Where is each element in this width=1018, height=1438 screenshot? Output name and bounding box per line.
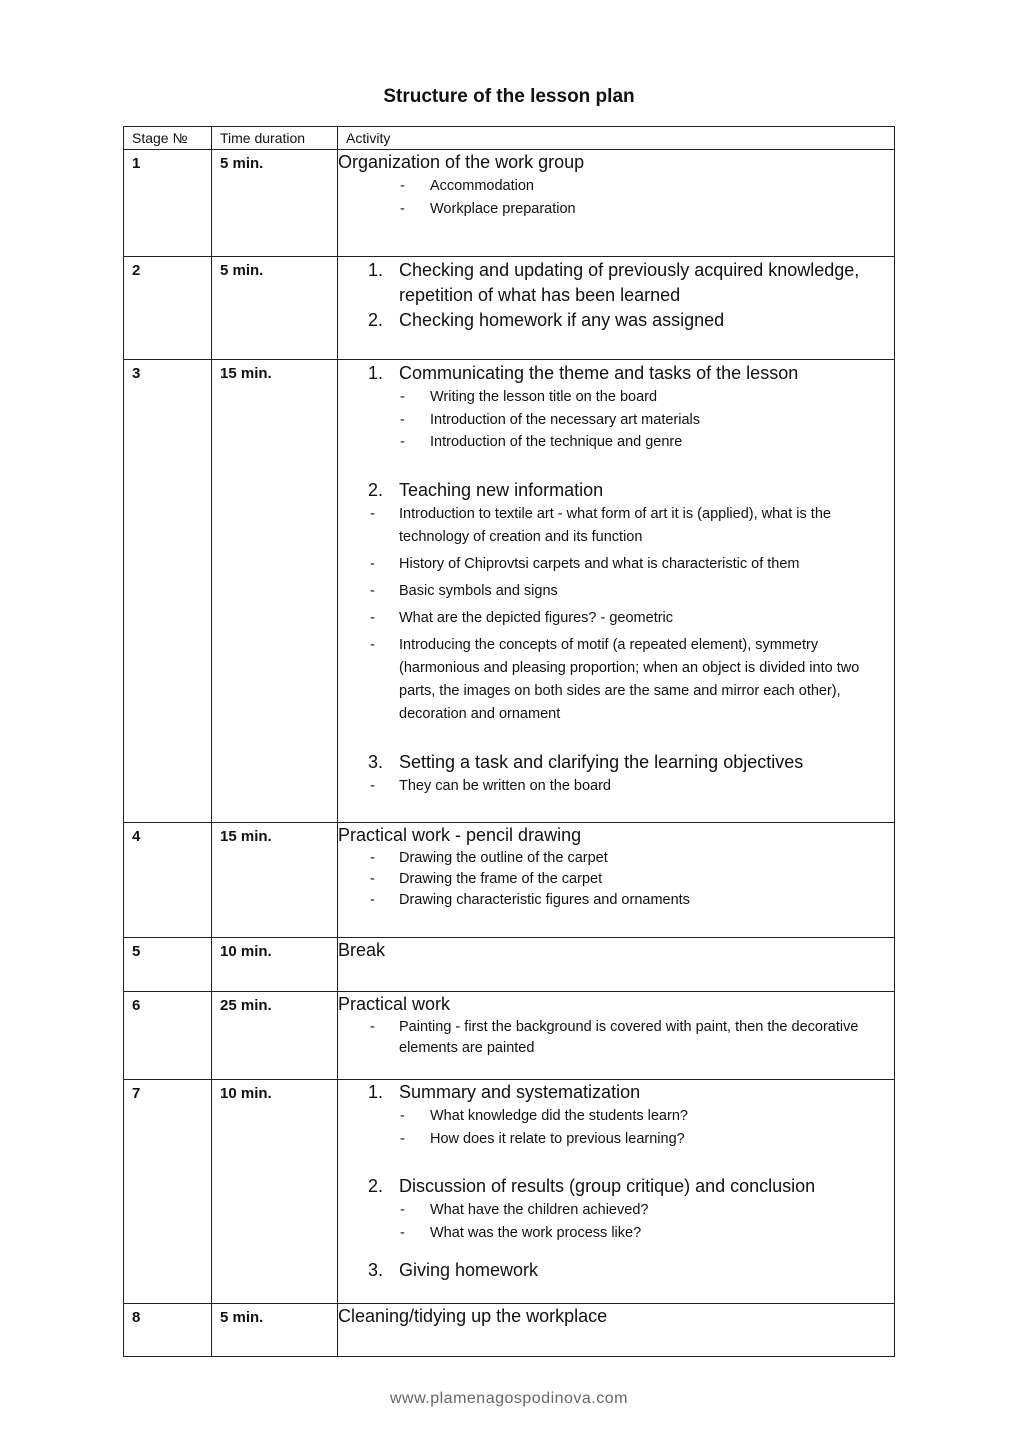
list-item: - Introducing the concepts of motif (a repeated element), symmetry (harmonious and pleasing proportion; when an object is divided into two parts, the images on both sides are the same and mirror each other), decoration and ornament xyxy=(399,634,894,726)
page-title: Structure of the lesson plan xyxy=(383,86,635,107)
activity-heading: Practical work - pencil drawing xyxy=(338,825,582,845)
table-row xyxy=(124,257,895,360)
activity-cell xyxy=(338,257,895,360)
table-row xyxy=(124,938,895,992)
list-item: - Workplace preparation xyxy=(430,198,894,221)
activity-heading: Break xyxy=(338,940,386,960)
list-item: 1. Checking and updating of previously acquired knowledge, repetition of what has been learned xyxy=(368,260,860,305)
list-item: - What was the work process like? xyxy=(430,1222,894,1245)
list-item: 2. Discussion of results (group critique) and conclusion xyxy=(368,1176,816,1196)
activity-heading: Cleaning/tidying up the workplace xyxy=(338,1306,608,1326)
footer-website: www.plamenagospodinova.com xyxy=(389,1390,628,1407)
list-item: - What knowledge did the students learn? xyxy=(430,1105,894,1128)
list-item: - What have the children achieved? xyxy=(430,1199,894,1222)
list-item: - They can be written on the board xyxy=(399,775,894,798)
activity-cell xyxy=(338,1080,895,1304)
table-header-row xyxy=(124,127,895,150)
lesson-plan-table xyxy=(123,126,895,1357)
stage-cell: 6 xyxy=(124,992,212,1080)
list-item: - Introduction of the technique and genre xyxy=(430,431,894,454)
activity-heading: Practical work xyxy=(338,994,451,1014)
stage-cell: 8 xyxy=(124,1304,212,1357)
list-item: - Basic symbols and signs xyxy=(399,580,894,603)
time-cell: 25 min. xyxy=(212,992,338,1080)
time-cell: 5 min. xyxy=(212,257,338,360)
list-item: - Introduction to textile art - what form of art it is (applied), what is the technology of creation and its function xyxy=(399,503,894,549)
stage-cell: 2 xyxy=(124,257,212,360)
list-item: 3. Setting a task and clarifying the learning objectives xyxy=(368,751,804,772)
list-item: 1. Summary and systematization xyxy=(368,1082,641,1102)
activity-cell xyxy=(338,823,895,938)
list-item: - Painting - first the background is covered with paint, then the decorative elements are painted xyxy=(399,1017,894,1059)
activity-cell xyxy=(338,992,895,1080)
list-item: 1. Communicating the theme and tasks of the lesson xyxy=(368,363,799,383)
header-time: Time duration xyxy=(212,127,338,150)
list-item: - Introduction of the necessary art materials xyxy=(430,409,894,432)
activity-cell xyxy=(338,1304,895,1357)
table-row xyxy=(124,1304,895,1357)
table-row xyxy=(124,150,895,257)
list-item: - History of Chiprovtsi carpets and what is characteristic of them xyxy=(399,553,894,576)
list-item: - Writing the lesson title on the board xyxy=(430,386,894,409)
header-stage: Stage № xyxy=(124,127,212,150)
table-row xyxy=(124,823,895,938)
time-cell: 15 min. xyxy=(212,360,338,823)
time-cell: 10 min. xyxy=(212,938,338,992)
activity-cell xyxy=(338,938,895,992)
time-cell: 5 min. xyxy=(212,1304,338,1357)
list-item: - Drawing the outline of the carpet xyxy=(399,848,894,869)
list-item: - Accommodation xyxy=(430,175,894,198)
list-item: - Drawing characteristic figures and ornaments xyxy=(399,890,894,911)
time-cell: 15 min. xyxy=(212,823,338,938)
activity-heading: Organization of the work group xyxy=(338,152,585,172)
table-row xyxy=(124,992,895,1080)
stage-cell: 1 xyxy=(124,150,212,257)
activity-cell xyxy=(338,360,895,823)
stage-cell: 3 xyxy=(124,360,212,823)
stage-cell: 7 xyxy=(124,1080,212,1304)
stage-cell: 5 xyxy=(124,938,212,992)
activity-cell xyxy=(338,150,895,257)
time-cell: 10 min. xyxy=(212,1080,338,1304)
time-cell: 5 min. xyxy=(212,150,338,257)
table-row xyxy=(124,360,895,823)
list-item: 3. Giving homework xyxy=(368,1260,539,1280)
header-activity: Activity xyxy=(338,127,895,150)
list-item: 2. Checking homework if any was assigned xyxy=(368,310,725,330)
list-item: 2. Teaching new information xyxy=(368,479,604,500)
list-item: - Drawing the frame of the carpet xyxy=(399,869,894,890)
stage-cell: 4 xyxy=(124,823,212,938)
list-item: - How does it relate to previous learning? xyxy=(430,1128,894,1151)
table-row xyxy=(124,1080,895,1304)
list-item: - What are the depicted figures? - geometric xyxy=(399,607,894,630)
